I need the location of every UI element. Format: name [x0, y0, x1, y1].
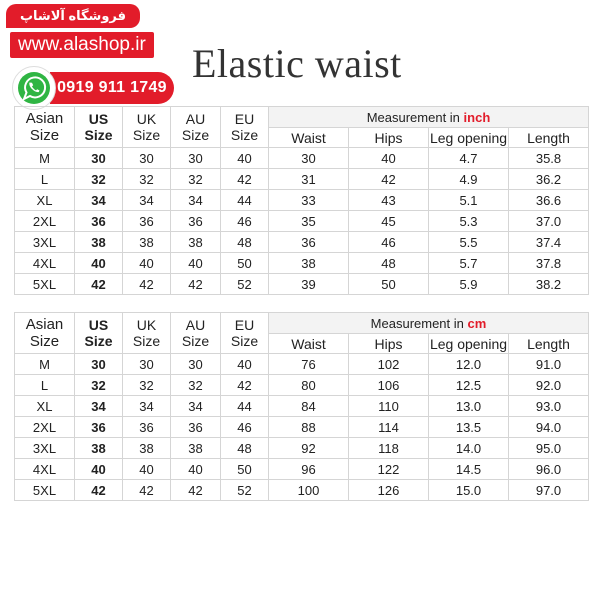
hips-cell: 126: [349, 480, 429, 501]
table-row: [15, 396, 589, 417]
uk-size-header: UK Size: [123, 107, 171, 148]
waist-cell: 100: [269, 480, 349, 501]
us-size-cell: 40: [75, 253, 123, 274]
us-size-cell: 42: [75, 480, 123, 501]
shop-name-tag: فروشگاه آلاشاپ: [6, 4, 140, 28]
uk-size-header: UK Size: [123, 313, 171, 354]
us-size-cell: 38: [75, 232, 123, 253]
waist-cell: 88: [269, 417, 349, 438]
waist-cell: 80: [269, 375, 349, 396]
eu-size-cell: 42: [221, 375, 269, 396]
waist-header: Waist: [269, 128, 349, 148]
table-row: [15, 169, 589, 190]
whatsapp-icon[interactable]: [12, 66, 56, 110]
table-row: [15, 148, 589, 169]
length-cell: 92.0: [509, 375, 589, 396]
eu-size-cell: 48: [221, 232, 269, 253]
us-size-cell: 38: [75, 438, 123, 459]
uk-size-cell: 30: [123, 354, 171, 375]
table-row: [15, 480, 589, 501]
uk-size-cell: 34: [123, 190, 171, 211]
waist-cell: 36: [269, 232, 349, 253]
asian-size-header: Asian Size: [15, 107, 75, 148]
us-size-cell: 32: [75, 169, 123, 190]
size-table-inch: [14, 106, 589, 295]
length-cell: 94.0: [509, 417, 589, 438]
au-size-cell: 30: [171, 148, 221, 169]
waist-cell: 84: [269, 396, 349, 417]
leg-opening-cell: 4.7: [429, 148, 509, 169]
leg-opening-header: Leg opening: [429, 129, 508, 146]
asian-size-cell: 5XL: [15, 274, 75, 295]
hips-cell: 40: [349, 148, 429, 169]
us-size-cell: 36: [75, 417, 123, 438]
uk-size-cell: 40: [123, 459, 171, 480]
eu-size-cell: 52: [221, 480, 269, 501]
au-size-cell: 36: [171, 211, 221, 232]
hips-cell: 45: [349, 211, 429, 232]
table-row: [15, 274, 589, 295]
leg-opening-cell: 14.0: [429, 438, 509, 459]
leg-opening-cell: 5.5: [429, 232, 509, 253]
length-cell: 93.0: [509, 396, 589, 417]
length-cell: 36.2: [509, 169, 589, 190]
phone-contact[interactable]: [12, 66, 170, 110]
hips-header: Hips: [349, 128, 429, 148]
waist-header: Waist: [269, 334, 349, 354]
leg-opening-cell: 5.1: [429, 190, 509, 211]
au-size-cell: 40: [171, 459, 221, 480]
leg-opening-cell: 12.5: [429, 375, 509, 396]
leg-opening-cell: 5.3: [429, 211, 509, 232]
length-cell: 36.6: [509, 190, 589, 211]
uk-size-cell: 40: [123, 253, 171, 274]
table-row: [15, 438, 589, 459]
asian-size-cell: 4XL: [15, 253, 75, 274]
length-cell: 38.2: [509, 274, 589, 295]
unit-label: inch: [463, 109, 491, 125]
us-size-cell: 36: [75, 211, 123, 232]
us-size-cell: 40: [75, 459, 123, 480]
au-size-header: AU Size: [171, 313, 221, 354]
page-title: Elastic waist: [192, 41, 402, 86]
measurement-header: Measurement in cm: [269, 313, 589, 334]
leg-opening-cell: 4.9: [429, 169, 509, 190]
au-size-cell: 38: [171, 232, 221, 253]
table-row: [15, 232, 589, 253]
waist-cell: 31: [269, 169, 349, 190]
length-cell: 96.0: [509, 459, 589, 480]
unit-label: cm: [467, 315, 487, 331]
hips-cell: 50: [349, 274, 429, 295]
uk-size-cell: 32: [123, 375, 171, 396]
leg-opening-cell: 5.9: [429, 274, 509, 295]
asian-size-cell: 2XL: [15, 417, 75, 438]
au-size-cell: 34: [171, 190, 221, 211]
au-size-cell: 40: [171, 253, 221, 274]
hips-cell: 102: [349, 354, 429, 375]
eu-size-cell: 42: [221, 169, 269, 190]
asian-size-cell: 4XL: [15, 459, 75, 480]
measurement-header: Measurement in inch: [269, 107, 589, 128]
length-cell: 37.8: [509, 253, 589, 274]
uk-size-cell: 42: [123, 274, 171, 295]
asian-size-cell: M: [15, 354, 75, 375]
asian-size-cell: XL: [15, 190, 75, 211]
leg-opening-cell: 14.5: [429, 459, 509, 480]
au-size-cell: 42: [171, 274, 221, 295]
eu-size-cell: 46: [221, 417, 269, 438]
asian-size-cell: L: [15, 169, 75, 190]
uk-size-cell: 34: [123, 396, 171, 417]
waist-cell: 76: [269, 354, 349, 375]
waist-cell: 30: [269, 148, 349, 169]
hips-cell: 42: [349, 169, 429, 190]
length-cell: 37.4: [509, 232, 589, 253]
uk-size-cell: 38: [123, 438, 171, 459]
au-size-cell: 36: [171, 417, 221, 438]
waist-cell: 35: [269, 211, 349, 232]
us-size-cell: 34: [75, 396, 123, 417]
waist-cell: 96: [269, 459, 349, 480]
leg-opening-cell: 13.0: [429, 396, 509, 417]
length-cell: 35.8: [509, 148, 589, 169]
uk-size-cell: 36: [123, 417, 171, 438]
waist-cell: 92: [269, 438, 349, 459]
eu-size-cell: 40: [221, 354, 269, 375]
table-row: [15, 417, 589, 438]
waist-cell: 38: [269, 253, 349, 274]
au-size-cell: 30: [171, 354, 221, 375]
asian-size-cell: 3XL: [15, 232, 75, 253]
waist-cell: 33: [269, 190, 349, 211]
hips-cell: 118: [349, 438, 429, 459]
uk-size-cell: 36: [123, 211, 171, 232]
au-size-header: AU Size: [171, 107, 221, 148]
uk-size-cell: 32: [123, 169, 171, 190]
eu-size-cell: 50: [221, 459, 269, 480]
asian-size-header: Asian Size: [15, 313, 75, 354]
table-row: [15, 354, 589, 375]
leg-opening-header: Leg opening: [429, 335, 508, 352]
table-row: [15, 211, 589, 232]
shop-url-link[interactable]: www.alashop.ir: [10, 32, 154, 58]
uk-size-cell: 30: [123, 148, 171, 169]
table-row: [15, 459, 589, 480]
hips-cell: 114: [349, 417, 429, 438]
eu-size-cell: 50: [221, 253, 269, 274]
au-size-cell: 32: [171, 375, 221, 396]
eu-size-header: EU Size: [221, 313, 269, 354]
au-size-cell: 42: [171, 480, 221, 501]
hips-header: Hips: [349, 334, 429, 354]
hips-cell: 46: [349, 232, 429, 253]
eu-size-cell: 40: [221, 148, 269, 169]
table-row: [15, 253, 589, 274]
hips-cell: 122: [349, 459, 429, 480]
us-size-cell: 30: [75, 148, 123, 169]
asian-size-cell: 2XL: [15, 211, 75, 232]
asian-size-cell: L: [15, 375, 75, 396]
au-size-cell: 38: [171, 438, 221, 459]
asian-size-cell: M: [15, 148, 75, 169]
us-size-cell: 32: [75, 375, 123, 396]
us-size-header: US Size: [75, 313, 123, 354]
leg-opening-cell: 13.5: [429, 417, 509, 438]
eu-size-cell: 44: [221, 190, 269, 211]
asian-size-cell: 5XL: [15, 480, 75, 501]
au-size-cell: 34: [171, 396, 221, 417]
eu-size-cell: 44: [221, 396, 269, 417]
length-cell: 97.0: [509, 480, 589, 501]
length-header: Length: [509, 128, 589, 148]
length-cell: 95.0: [509, 438, 589, 459]
hips-cell: 110: [349, 396, 429, 417]
us-size-cell: 42: [75, 274, 123, 295]
length-header: Length: [509, 334, 589, 354]
leg-opening-cell: 5.7: [429, 253, 509, 274]
hips-cell: 48: [349, 253, 429, 274]
uk-size-cell: 38: [123, 232, 171, 253]
asian-size-cell: 3XL: [15, 438, 75, 459]
table-row: [15, 190, 589, 211]
us-size-cell: 34: [75, 190, 123, 211]
waist-cell: 39: [269, 274, 349, 295]
eu-size-header: EU Size: [221, 107, 269, 148]
leg-opening-cell: 15.0: [429, 480, 509, 501]
length-cell: 37.0: [509, 211, 589, 232]
hips-cell: 106: [349, 375, 429, 396]
table-row: [15, 375, 589, 396]
asian-size-cell: XL: [15, 396, 75, 417]
phone-number[interactable]: 0919 911 1749: [50, 72, 174, 104]
size-table-cm: [14, 312, 589, 501]
length-cell: 91.0: [509, 354, 589, 375]
uk-size-cell: 42: [123, 480, 171, 501]
eu-size-cell: 46: [221, 211, 269, 232]
leg-opening-cell: 12.0: [429, 354, 509, 375]
us-size-header: US Size: [75, 107, 123, 148]
eu-size-cell: 48: [221, 438, 269, 459]
us-size-cell: 30: [75, 354, 123, 375]
eu-size-cell: 52: [221, 274, 269, 295]
hips-cell: 43: [349, 190, 429, 211]
au-size-cell: 32: [171, 169, 221, 190]
